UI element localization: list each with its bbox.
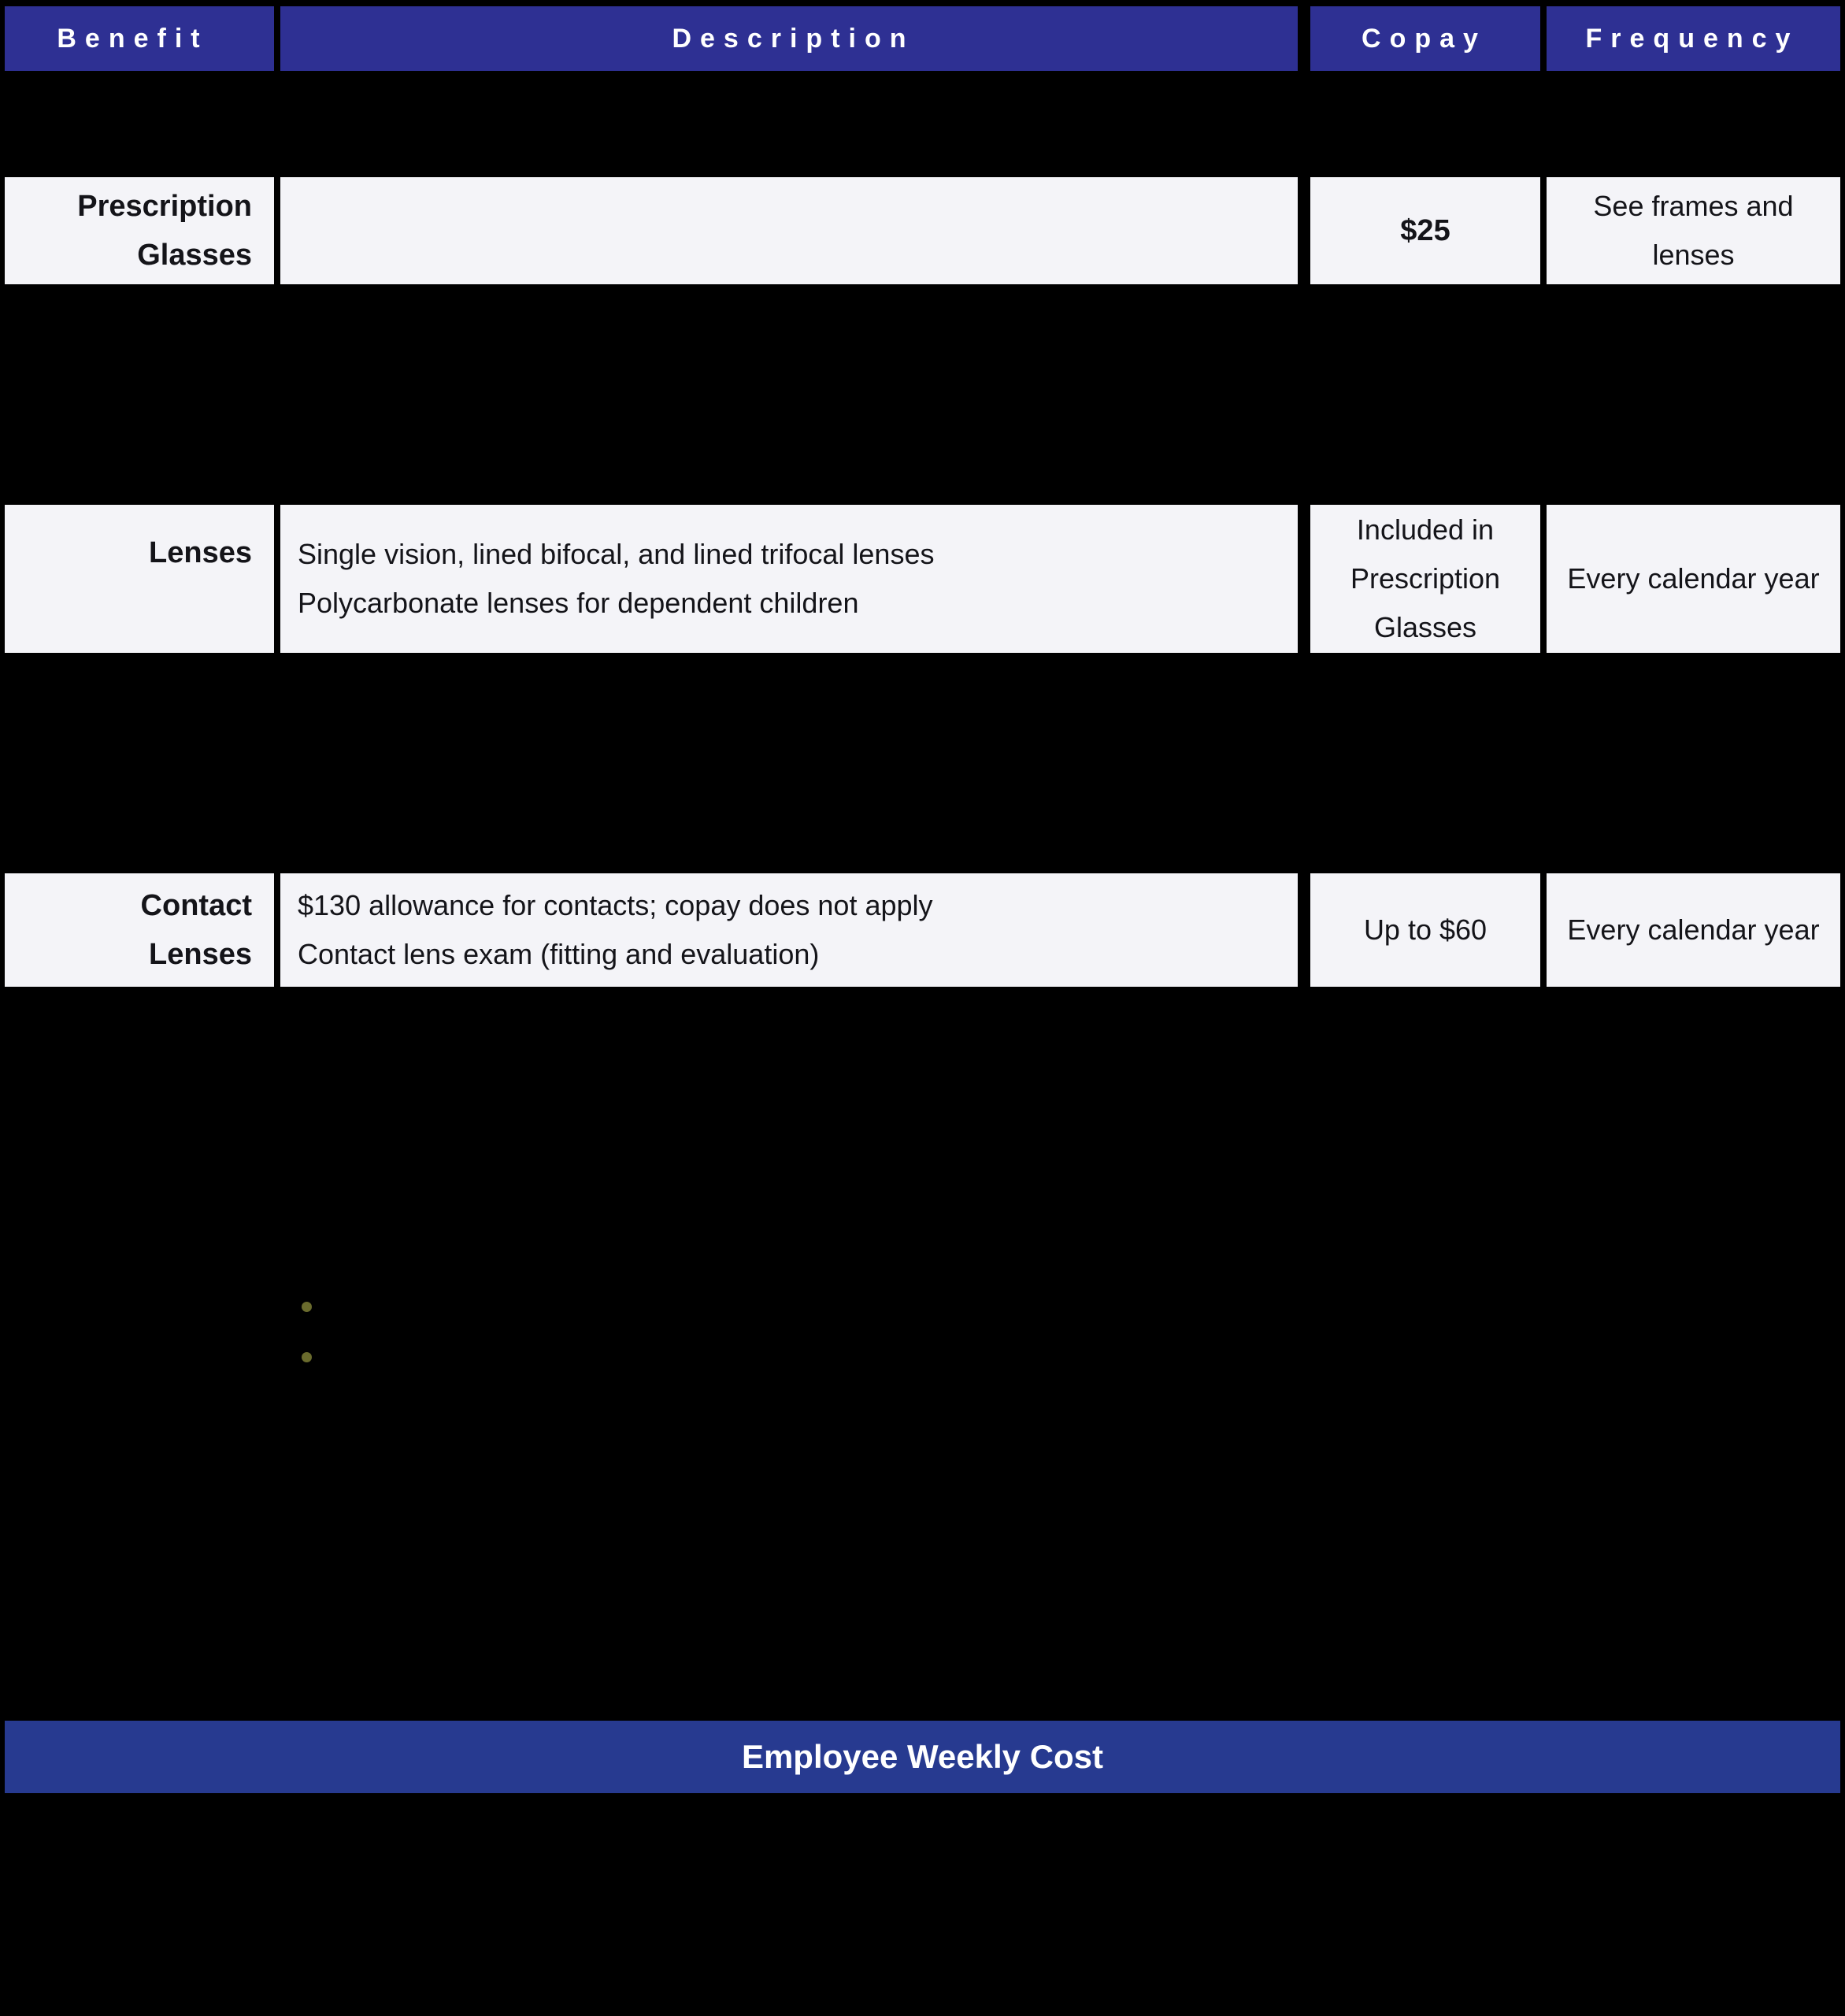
description-text	[298, 881, 933, 979]
description-line: $130 allowance for contacts; copay does not apply	[298, 889, 933, 921]
frequency-cell	[1547, 505, 1840, 653]
banner-title: Employee Weekly Cost	[741, 1738, 1104, 1775]
benefit-cell	[5, 505, 274, 653]
bullet-dot	[302, 1352, 312, 1362]
table-header-row	[0, 6, 1845, 71]
header-label-copay: Copay	[1362, 24, 1487, 54]
frequency-cell	[1547, 177, 1840, 284]
header-cell-frequency	[1547, 6, 1840, 71]
copay-value: Included in Prescription Glasses	[1350, 513, 1501, 643]
benefit-label: Contact Lenses	[140, 889, 252, 971]
header-cell-copay	[1310, 6, 1540, 71]
table-row	[0, 177, 1845, 284]
copay-value: Up to $60	[1363, 914, 1487, 946]
table-row	[0, 505, 1845, 653]
description-cell	[280, 177, 1298, 284]
header-label-benefit: Benefit	[57, 24, 209, 54]
copay-value: $25	[1400, 214, 1450, 247]
copay-cell	[1310, 505, 1540, 653]
description-line: Polycarbonate lenses for dependent children	[298, 587, 859, 619]
header-cell-description	[280, 6, 1298, 71]
benefit-label: Prescription Glasses	[77, 190, 252, 272]
description-line: Contact lens exam (fitting and evaluation)	[298, 938, 820, 970]
copay-cell	[1310, 177, 1540, 284]
description-cell	[280, 873, 1298, 987]
header-label-frequency: Frequency	[1585, 24, 1799, 54]
frequency-cell	[1547, 873, 1840, 987]
description-text	[298, 530, 934, 628]
description-line: Single vision, lined bifocal, and lined trifocal lenses	[298, 538, 935, 570]
employee-weekly-cost-banner	[5, 1721, 1840, 1793]
frequency-value: Every calendar year	[1567, 914, 1820, 946]
benefit-label: Lenses	[149, 536, 252, 569]
frequency-value: Every calendar year	[1567, 562, 1820, 595]
description-cell	[280, 505, 1298, 653]
frequency-value: See frames and lenses	[1593, 190, 1794, 271]
benefit-cell	[5, 873, 274, 987]
benefit-cell	[5, 177, 274, 284]
table-row	[0, 873, 1845, 987]
header-label-description: Description	[672, 24, 915, 54]
copay-cell	[1310, 873, 1540, 987]
bullet-dot	[302, 1302, 312, 1312]
header-cell-benefit	[5, 6, 274, 71]
